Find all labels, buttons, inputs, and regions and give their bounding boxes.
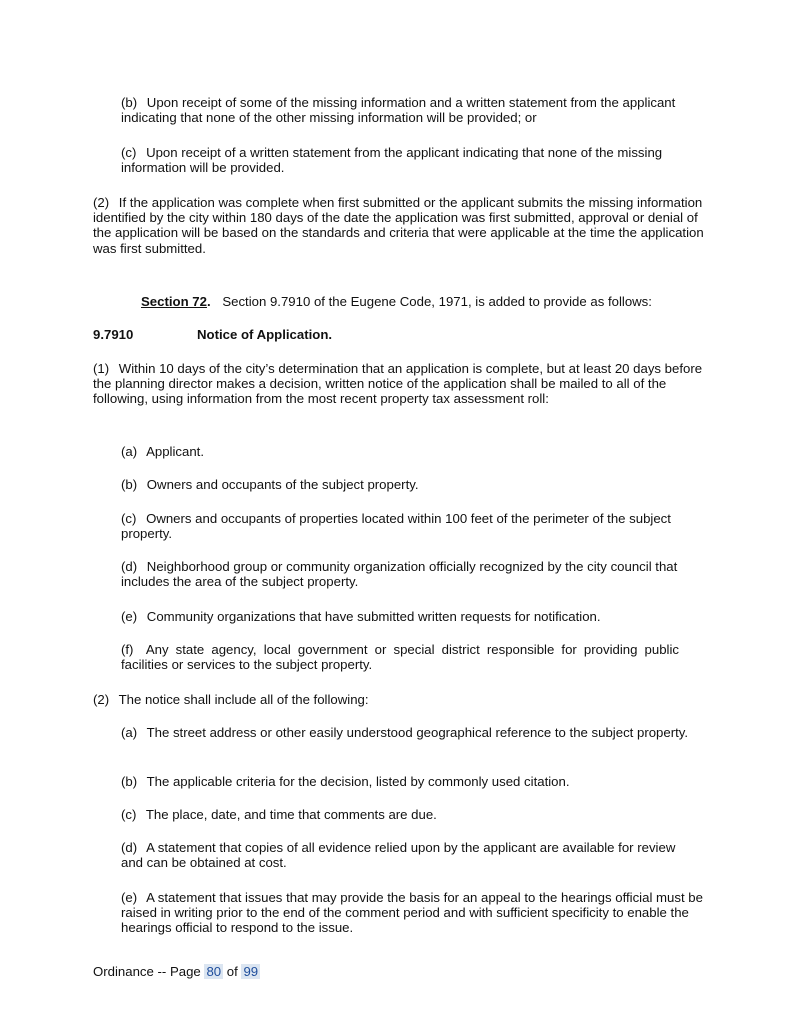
page-number: 80 xyxy=(206,964,222,979)
item-text: Within 10 days of the city’s determination that an application is complete, but at least 20 days before the planning director makes a decision, written notice of the application shall be mailed to all of the following, using information from the most recent property tax assessment roll: xyxy=(93,361,703,407)
page-footer xyxy=(93,964,493,979)
item-label: (d) xyxy=(121,840,138,855)
item-label: (c) xyxy=(121,807,137,822)
section-heading-punct: . xyxy=(206,294,211,309)
item-text: Upon receipt of some of the missing information and a written statement from the applicant indicating that none of the other missing information will be provided; or xyxy=(121,95,676,126)
list-item xyxy=(121,444,716,459)
list-item xyxy=(121,559,716,589)
code-number: 9.7910 xyxy=(93,327,134,342)
item-text: Owners and occupants of the subject property. xyxy=(146,477,419,492)
item-text: Applicant. xyxy=(146,444,204,459)
paragraph-1 xyxy=(93,361,713,407)
list-item xyxy=(121,477,716,492)
item-label: (2) xyxy=(93,692,110,707)
item-text: A statement that copies of all evidence relied upon by the applicant are available for review and can be obtained at cost. xyxy=(121,840,676,871)
item-label: (e) xyxy=(121,890,138,905)
item-label: (f) xyxy=(121,642,134,657)
section-text: Section 9.7910 of the Eugene Code, 1971, is added to provide as follows: xyxy=(222,294,652,309)
item-text: The applicable criteria for the decision, listed by commonly used citation. xyxy=(146,774,570,789)
item-label: (c) xyxy=(121,511,137,526)
page-total: 99 xyxy=(243,964,259,979)
item-label: (b) xyxy=(121,95,138,110)
item-label: (c) xyxy=(121,145,137,160)
list-item xyxy=(121,774,716,789)
item-label: (b) xyxy=(121,774,138,789)
item-label: (d) xyxy=(121,559,138,574)
item-label: (a) xyxy=(121,444,138,459)
list-item xyxy=(121,890,716,936)
list-item xyxy=(121,609,716,624)
item-text: The notice shall include all of the following: xyxy=(118,692,369,707)
item-text: Neighborhood group or community organization officially recognized by the city council that includes the area of the subject property. xyxy=(121,559,678,590)
code-heading xyxy=(93,327,713,342)
section-heading: Section 72 xyxy=(141,294,207,309)
list-item xyxy=(121,511,716,541)
item-text: Owners and occupants of properties located within 100 feet of the perimeter of the subject property. xyxy=(121,511,671,542)
item-label: (e) xyxy=(121,609,138,624)
item-text: A statement that issues that may provide the basis for an appeal to the hearings official must be raised in writing prior to the end of the comment period and with sufficient specificity to enable the hearings official to respond to the issue. xyxy=(121,890,703,936)
code-title: Notice of Application. xyxy=(197,327,333,342)
paragraph-2-prev xyxy=(93,195,713,256)
paragraph-2 xyxy=(93,692,713,707)
footer-of: of xyxy=(226,964,238,979)
item-label: (1) xyxy=(93,361,110,376)
item-text: Any state agency, local government or special district responsible for providing public facilities or services to the subject property. xyxy=(121,642,679,673)
item-text: Upon receipt of a written statement from the applicant indicating that none of the missing information will be provided. xyxy=(121,145,663,176)
list-item xyxy=(121,642,679,672)
item-label: (2) xyxy=(93,195,110,210)
list-item xyxy=(121,840,696,870)
paragraph-1c-prev xyxy=(121,145,716,175)
footer-prefix: Ordinance -- Page xyxy=(93,964,201,979)
list-item xyxy=(121,807,716,822)
list-item xyxy=(121,725,716,740)
paragraph-1b-prev xyxy=(121,95,716,125)
item-text: Community organizations that have submitted written requests for notification. xyxy=(146,609,601,624)
item-label: (a) xyxy=(121,725,138,740)
section-72 xyxy=(141,294,741,309)
item-label: (b) xyxy=(121,477,138,492)
item-text: The place, date, and time that comments are due. xyxy=(145,807,437,822)
item-text: The street address or other easily understood geographical reference to the subject property. xyxy=(146,725,689,740)
item-text: If the application was complete when first submitted or the applicant submits the missing information identified by the city within 180 days of the date the application was first submitted, approval or denial of the application will be based on the standards and criteria that were applicable at the time the application was first submitted. xyxy=(93,195,704,256)
